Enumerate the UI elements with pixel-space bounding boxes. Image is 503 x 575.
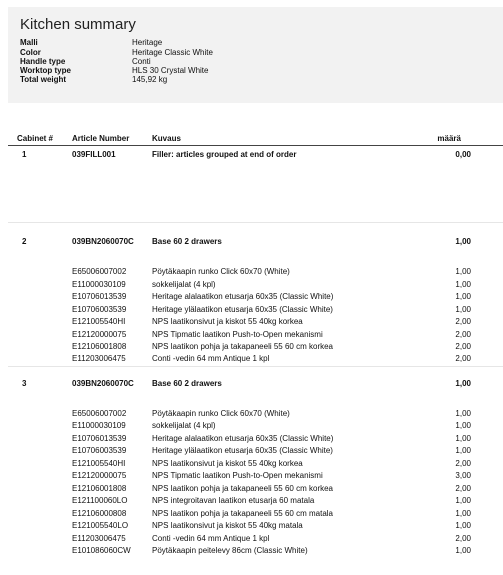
header-divider	[8, 145, 503, 146]
cabinet-number: 2	[22, 237, 27, 246]
summary-label: Color	[20, 48, 41, 57]
summary-value: HLS 30 Crystal White	[132, 66, 209, 75]
item-description: NPS laatikon pohja ja takapaneeli 55 60 cm korkea	[152, 484, 333, 493]
group-article-number: 039FILL001	[72, 150, 116, 159]
item-description: NPS integroitavan laatikon etusarja 60 matala	[152, 496, 315, 505]
item-article-number: E101086060CW	[72, 546, 131, 555]
item-article-number: E10706013539	[72, 434, 127, 443]
item-article-number: E11203006475	[72, 534, 126, 543]
item-description: NPS laatikonsivut ja kiskot 55 40kg korkea	[152, 317, 303, 326]
item-description: NPS Tipmatic laatikon Push-to-Open mekanismi	[152, 330, 323, 339]
summary-value: Heritage	[132, 38, 163, 47]
item-quantity: 2,00	[455, 534, 471, 543]
item-article-number: E121005540LO	[72, 521, 129, 530]
item-quantity: 1,00	[455, 434, 471, 443]
item-description: Pöytäkaapin peitelevy 86cm (Classic White)	[152, 546, 308, 555]
item-description: sokkelijalat (4 kpl)	[152, 421, 216, 430]
item-quantity: 2,00	[455, 459, 471, 468]
item-quantity: 1,00	[455, 292, 471, 301]
cabinet-number: 3	[22, 379, 27, 388]
item-description: sokkelijalat (4 kpl)	[152, 280, 216, 289]
group-quantity: 1,00	[455, 237, 471, 246]
item-article-number: E121005540HI	[72, 459, 126, 468]
group-quantity: 1,00	[455, 379, 471, 388]
summary-value: 145,92 kg	[132, 75, 168, 84]
header-article-number: Article Number	[72, 134, 130, 143]
group-divider	[8, 366, 503, 367]
header-quantity: määrä	[437, 134, 461, 143]
item-article-number: E65006007002	[72, 267, 127, 276]
item-article-number: E11000030109	[72, 280, 126, 289]
item-description: Conti -vedin 64 mm Antique 1 kpl	[152, 534, 270, 543]
group-description: Filler: articles grouped at end of order	[152, 150, 297, 159]
item-description: Heritage alalaatikon etusarja 60x35 (Classic White)	[152, 434, 334, 443]
item-quantity: 1,00	[455, 509, 471, 518]
item-description: Pöytäkaapin runko Click 60x70 (White)	[152, 267, 290, 276]
item-quantity: 2,00	[455, 484, 471, 493]
item-article-number: E10706003539	[72, 446, 127, 455]
item-quantity: 1,00	[455, 521, 471, 530]
summary-value: Heritage Classic White	[132, 48, 213, 57]
group-quantity: 0,00	[455, 150, 471, 159]
summary-label: Malli	[20, 38, 38, 47]
group-divider	[8, 222, 503, 223]
item-quantity: 3,00	[455, 471, 471, 480]
item-quantity: 1,00	[455, 409, 471, 418]
group-description: Base 60 2 drawers	[152, 379, 222, 388]
item-quantity: 1,00	[455, 446, 471, 455]
item-description: NPS laatikon pohja ja takapaneeli 55 60 cm korkea	[152, 342, 333, 351]
item-description: Conti -vedin 64 mm Antique 1 kpl	[152, 354, 270, 363]
item-description: Heritage ylälaatikon etusarja 60x35 (Classic White)	[152, 446, 333, 455]
item-article-number: E121005540HI	[72, 317, 126, 326]
item-quantity: 1,00	[455, 546, 471, 555]
item-article-number: E10706013539	[72, 292, 127, 301]
item-article-number: E11203006475	[72, 354, 126, 363]
item-article-number: E12106000808	[72, 509, 127, 518]
item-description: NPS laatikonsivut ja kiskot 55 40kg matala	[152, 521, 303, 530]
item-description: Heritage ylälaatikon etusarja 60x35 (Classic White)	[152, 305, 333, 314]
summary-label: Worktop type	[20, 66, 71, 75]
header-description: Kuvaus	[152, 134, 181, 143]
summary-value: Conti	[132, 57, 151, 66]
summary-label: Total weight	[20, 75, 67, 84]
summary-title: Kitchen summary	[20, 16, 136, 33]
item-description: NPS Tipmatic laatikon Push-to-Open mekanismi	[152, 471, 323, 480]
item-article-number: E121100060LO	[72, 496, 128, 505]
item-quantity: 1,00	[455, 496, 471, 505]
item-quantity: 2,00	[455, 354, 471, 363]
item-article-number: E12106001808	[72, 484, 127, 493]
item-quantity: 1,00	[455, 305, 471, 314]
item-description: Pöytäkaapin runko Click 60x70 (White)	[152, 409, 290, 418]
item-article-number: E11000030109	[72, 421, 126, 430]
group-description: Base 60 2 drawers	[152, 237, 222, 246]
summary-label: Handle type	[20, 57, 66, 66]
item-quantity: 1,00	[455, 280, 471, 289]
item-article-number: E12120000075	[72, 471, 127, 480]
group-article-number: 039BN2060070C	[72, 237, 134, 246]
item-article-number: E12120000075	[72, 330, 127, 339]
item-description: NPS laatikonsivut ja kiskot 55 40kg korkea	[152, 459, 303, 468]
group-article-number: 039BN2060070C	[72, 379, 134, 388]
item-description: Heritage alalaatikon etusarja 60x35 (Classic White)	[152, 292, 334, 301]
item-description: NPS laatikon pohja ja takapaneeli 55 60 cm matala	[152, 509, 333, 518]
item-article-number: E65006007002	[72, 409, 127, 418]
item-quantity: 1,00	[455, 267, 471, 276]
header-cabinet: Cabinet #	[17, 134, 54, 143]
item-quantity: 2,00	[455, 342, 471, 351]
item-article-number: E10706003539	[72, 305, 127, 314]
item-quantity: 2,00	[455, 330, 471, 339]
item-quantity: 2,00	[455, 317, 471, 326]
kitchen-summary-panel	[8, 7, 503, 103]
item-article-number: E12106001808	[72, 342, 127, 351]
cabinet-number: 1	[22, 150, 27, 159]
item-quantity: 1,00	[455, 421, 471, 430]
